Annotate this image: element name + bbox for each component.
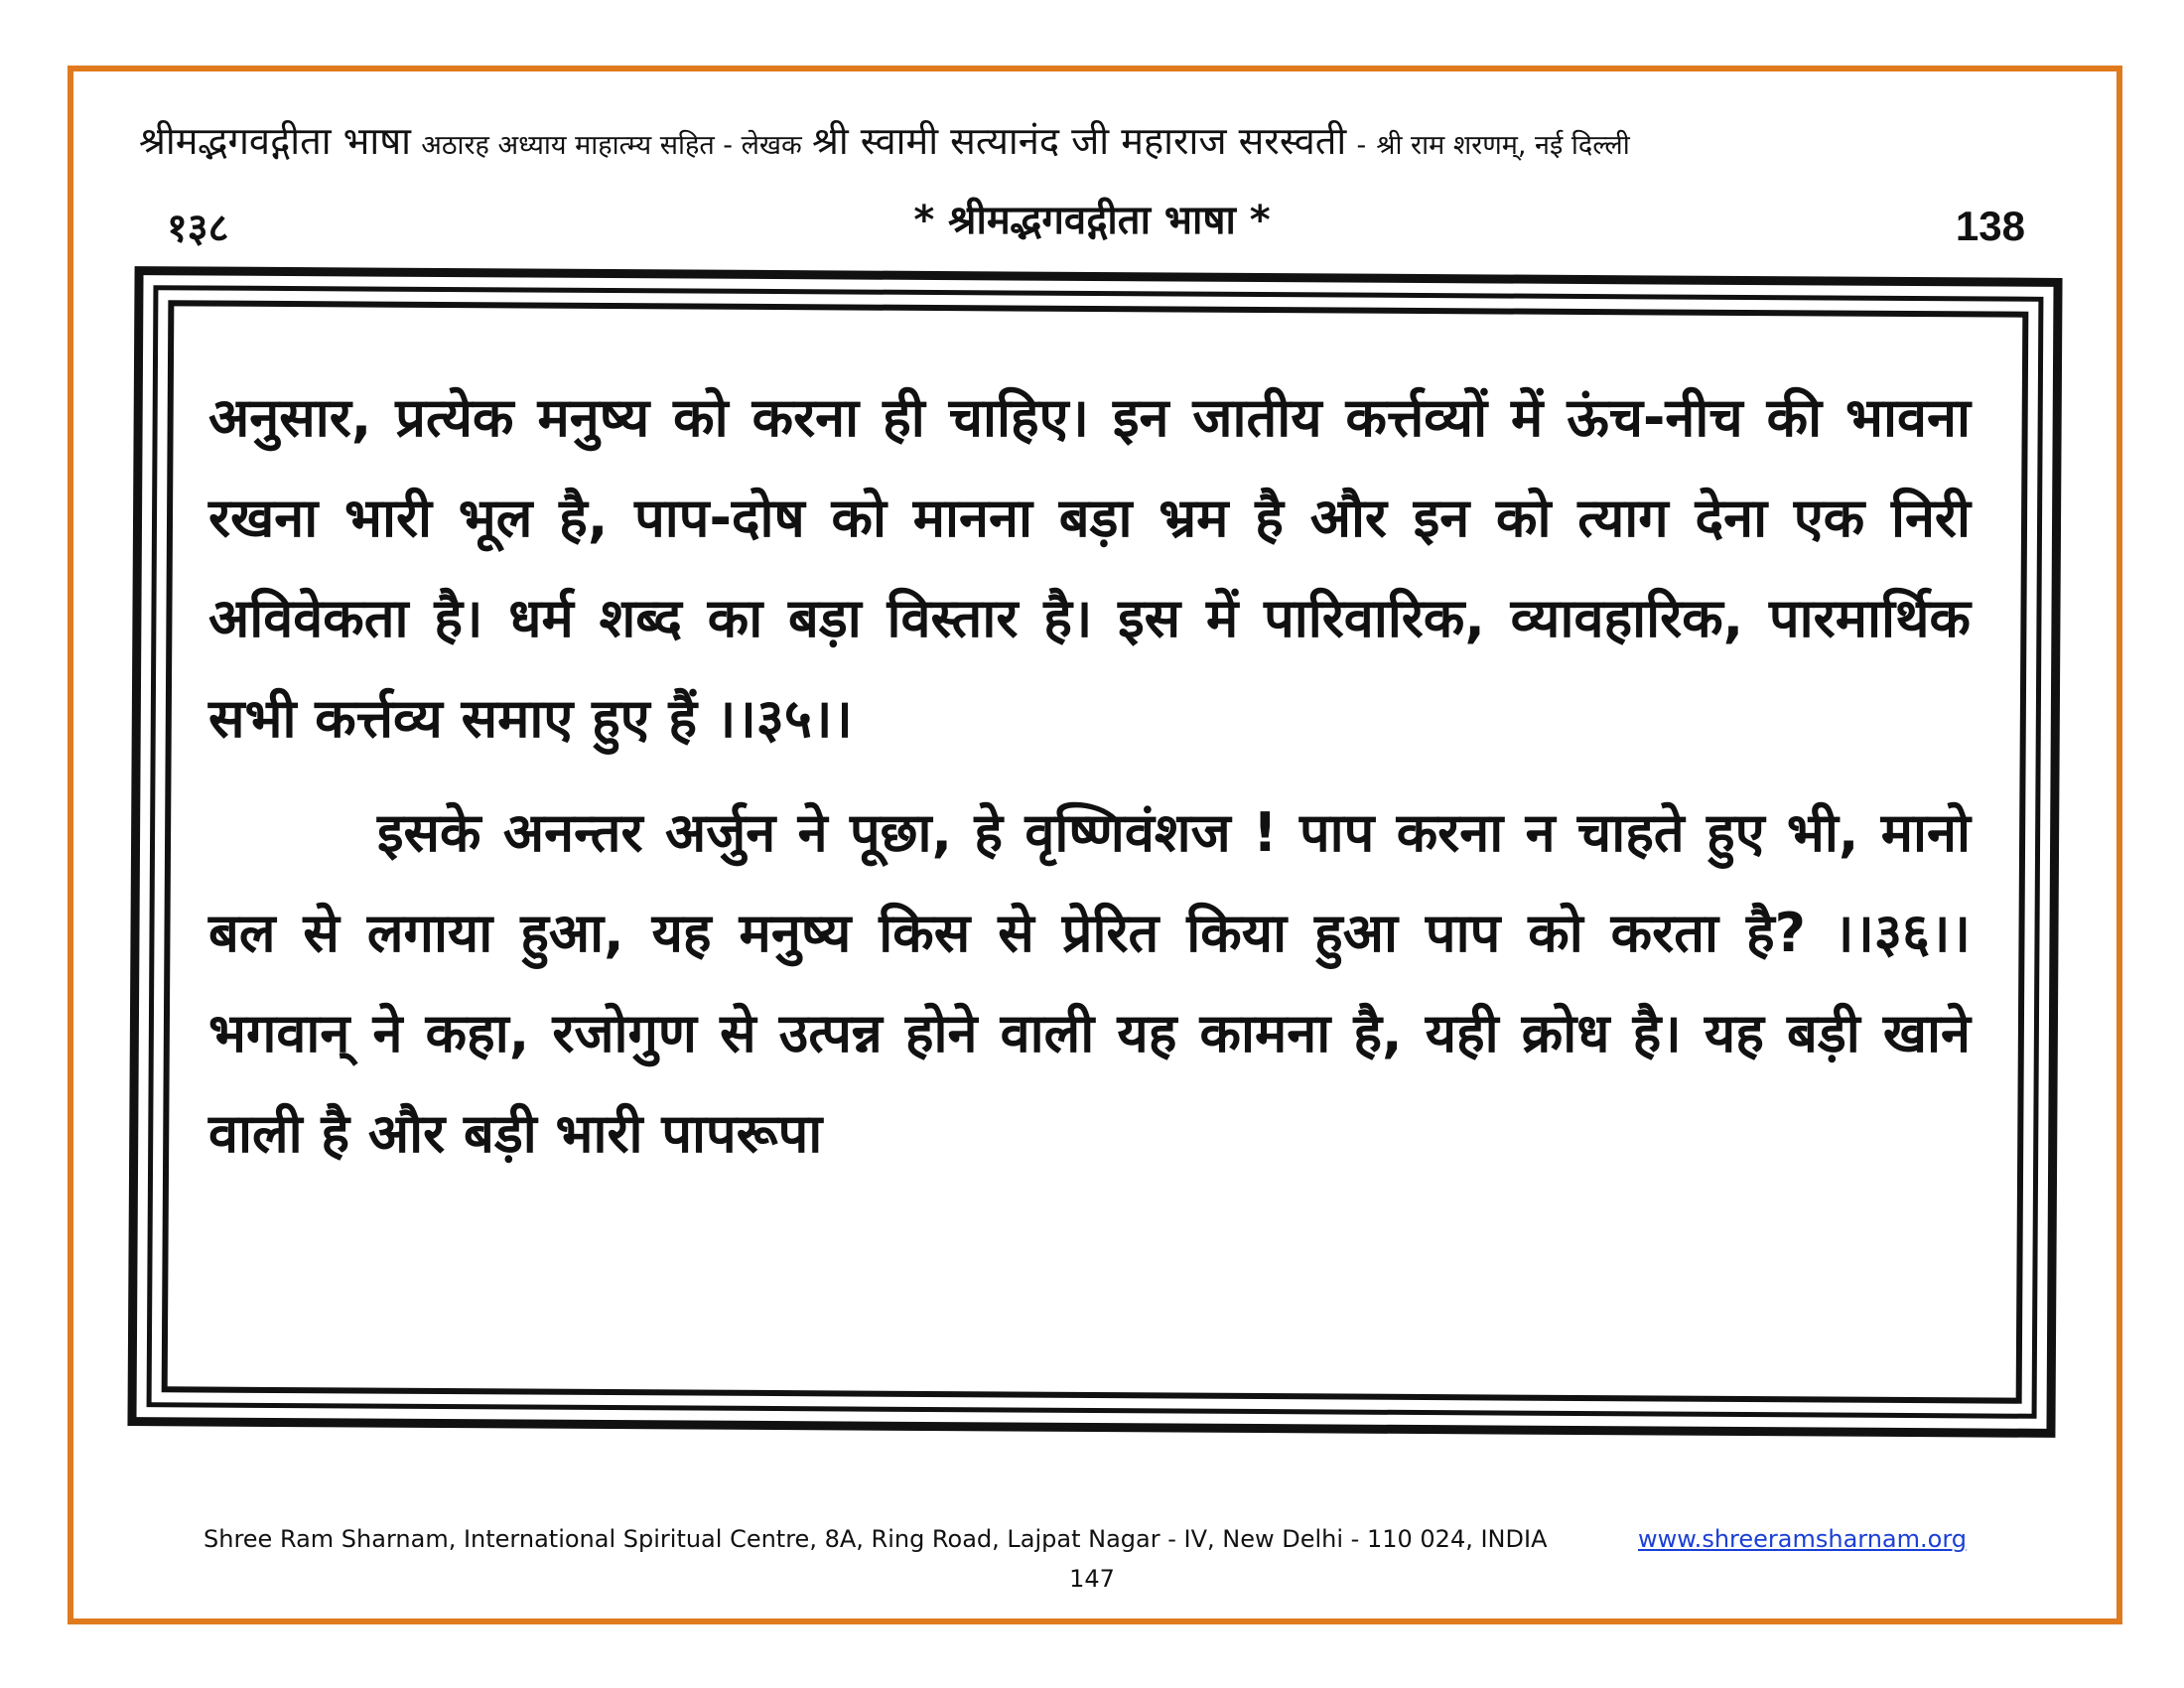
document-header bbox=[139, 117, 2065, 170]
paragraph-verse-36: इसके अनन्तर अर्जुन ने पूछा, हे वृष्णिवंशज ! पाप करना न चाहते हुए भी, मानो बल से लगाया हुआ, यह मनुष्य किस से प्रेरित किया हुआ पाप को करता है? ।।३६।। भगवान् ने कहा, रजोगुण से उत्पन्न होने वाली यह कामना है, यही क्रोध है। यह बड़ी खाने वाली है और बड़ी भारी पापरूपा bbox=[208, 801, 1971, 1165]
page-number-devanagari: १३८ bbox=[167, 206, 229, 251]
header-author: श्री स्वामी सत्यानंद जी महाराज सरस्वती bbox=[811, 119, 1347, 163]
paragraph-verse-35: अनुसार, प्रत्येक मनुष्य को करना ही चाहिए। इन जातीय कर्त्तव्यों में ऊंच-नीच की भावना रखना भारी भूल है, पाप-दोष को मानना बड़ा भ्रम है और इन को त्याग देना एक निरी अविवेकता है। धर्म शब्द का बड़ा विस्तार है। इस में पारिवारिक, व्यावहारिक, पारमार्थिक सभी कर्त्तव्य समाए हुए हैं ।।३५।। bbox=[208, 386, 1971, 750]
header-title: श्रीमद्भगवद्गीता भाषा bbox=[139, 119, 412, 163]
header-publisher: श्री राम शरणम्, नई दिल्ली bbox=[1376, 130, 1630, 161]
website-link[interactable]: www.shreeramsharnam.org bbox=[1638, 1525, 1968, 1553]
page-number-arabic: 138 bbox=[1955, 203, 2025, 249]
footer-address: Shree Ram Sharnam, International Spiritual Centre, 8A, Ring Road, Lajpat Nagar - IV, New Delhi - 110 024, INDIA bbox=[204, 1525, 1548, 1553]
footer-page-number: 147 bbox=[1069, 1565, 1115, 1593]
header-separator: - bbox=[1356, 130, 1367, 161]
scripture-text-body bbox=[208, 367, 1971, 1184]
running-title: * श्रीमद्भगवद्गीता भाषा * bbox=[913, 198, 1271, 243]
header-subtitle: अठारह अध्याय माहात्म्य सहित - लेखक bbox=[421, 130, 802, 161]
